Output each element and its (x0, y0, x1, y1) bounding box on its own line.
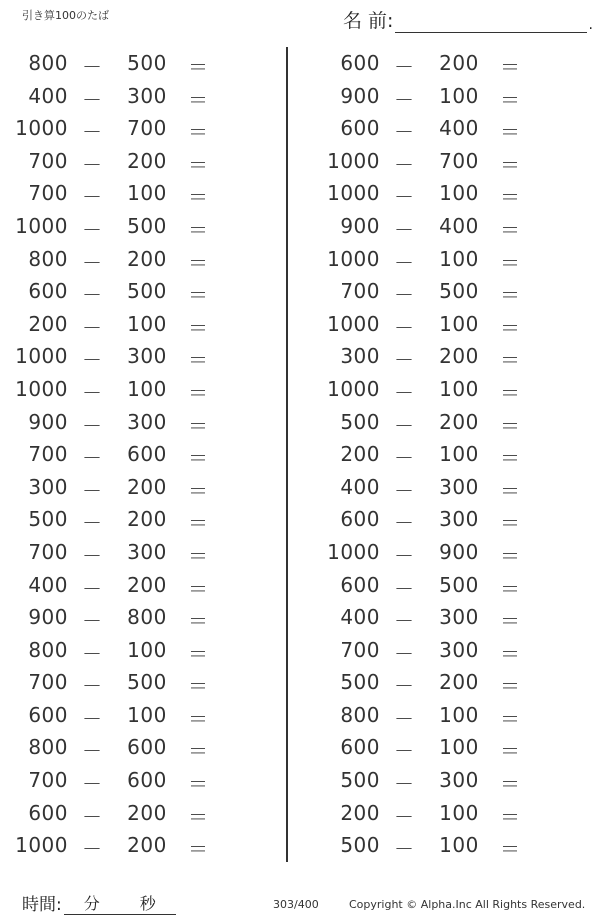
problem-row (322, 373, 592, 406)
subtrahend: 300 (127, 83, 167, 108)
minus-sign: － (82, 478, 103, 503)
subtrahend: 300 (439, 637, 479, 662)
minuend: 1000 (327, 148, 380, 173)
minus-sign: － (394, 380, 415, 405)
equals-sign: ＝ (500, 674, 521, 699)
minus-sign: － (394, 576, 415, 601)
minuend: 1000 (15, 116, 68, 141)
minus-sign: － (82, 217, 103, 242)
problem-row (322, 177, 592, 210)
minuend: 700 (340, 279, 380, 304)
copyright-text: Copyright © Alpha.Inc All Rights Reserved. (349, 898, 586, 911)
page-number: 303/400 (273, 898, 319, 911)
equals-sign: ＝ (188, 511, 209, 536)
minus-sign: － (82, 283, 103, 308)
minuend: 1000 (15, 376, 68, 401)
minuend: 400 (28, 83, 68, 108)
problem-row (10, 308, 280, 341)
minuend: 400 (28, 572, 68, 597)
equals-sign: ＝ (500, 217, 521, 242)
equals-sign: ＝ (188, 576, 209, 601)
equals-sign: ＝ (188, 283, 209, 308)
minuend: 700 (28, 768, 68, 793)
subtrahend: 400 (439, 116, 479, 141)
minus-sign: － (82, 348, 103, 373)
equals-sign: ＝ (500, 315, 521, 340)
name-label: 名 前: (343, 10, 394, 32)
equals-sign: ＝ (500, 641, 521, 666)
equals-sign: ＝ (500, 511, 521, 536)
equals-sign: ＝ (500, 609, 521, 634)
minus-sign: － (394, 804, 415, 829)
subtrahend: 500 (439, 279, 479, 304)
problem-row (10, 243, 280, 276)
problem-row (10, 829, 280, 862)
subtrahend: 100 (439, 246, 479, 271)
equals-sign: ＝ (500, 250, 521, 275)
minuend: 500 (340, 409, 380, 434)
problem-row (322, 503, 592, 536)
minuend: 500 (340, 833, 380, 858)
subtrahend: 600 (127, 442, 167, 467)
minuend: 600 (340, 51, 380, 75)
minuend: 1000 (327, 539, 380, 564)
minuend: 600 (340, 507, 380, 532)
minuend: 600 (28, 800, 68, 825)
minuend: 900 (340, 83, 380, 108)
equals-sign: ＝ (188, 706, 209, 731)
equals-sign: ＝ (188, 478, 209, 503)
minuend: 900 (28, 605, 68, 630)
minus-sign: － (82, 706, 103, 731)
minuend: 200 (28, 311, 68, 336)
problem-row (322, 699, 592, 732)
minus-sign: － (82, 837, 103, 862)
equals-sign: ＝ (188, 152, 209, 177)
equals-sign: ＝ (500, 185, 521, 210)
equals-sign: ＝ (500, 837, 521, 862)
equals-sign: ＝ (188, 413, 209, 438)
subtrahend: 200 (127, 800, 167, 825)
subtrahend: 300 (439, 768, 479, 793)
minuend: 200 (340, 442, 380, 467)
subtrahend: 200 (439, 409, 479, 434)
subtrahend: 500 (439, 572, 479, 597)
equals-sign: ＝ (188, 380, 209, 405)
minus-sign: － (394, 772, 415, 797)
subtrahend: 200 (127, 507, 167, 532)
equals-sign: ＝ (500, 772, 521, 797)
subtrahend: 100 (439, 702, 479, 727)
problem-row (10, 47, 280, 80)
equals-sign: ＝ (500, 55, 521, 79)
problem-row (10, 112, 280, 145)
equals-sign: ＝ (188, 739, 209, 764)
minus-sign: － (82, 609, 103, 634)
minutes-label: 分 (83, 894, 100, 913)
equals-sign: ＝ (500, 283, 521, 308)
minuend: 800 (28, 246, 68, 271)
minus-sign: － (394, 217, 415, 242)
minuend: 700 (28, 148, 68, 173)
subtrahend: 100 (127, 181, 167, 206)
minuend: 700 (28, 670, 68, 695)
minus-sign: － (82, 185, 103, 210)
minus-sign: － (394, 543, 415, 568)
equals-sign: ＝ (500, 413, 521, 438)
minus-sign: － (394, 283, 415, 308)
name-input-line[interactable] (395, 12, 587, 33)
minus-sign: － (82, 87, 103, 112)
minuend: 700 (28, 539, 68, 564)
problem-row (322, 601, 592, 634)
problem-row (10, 275, 280, 308)
equals-sign: ＝ (188, 185, 209, 210)
minus-sign: － (82, 543, 103, 568)
problem-row (322, 536, 592, 569)
subtrahend: 100 (439, 800, 479, 825)
minus-sign: － (394, 837, 415, 862)
minus-sign: － (82, 152, 103, 177)
subtrahend: 300 (127, 409, 167, 434)
minus-sign: － (394, 641, 415, 666)
problem-row (10, 731, 280, 764)
minus-sign: － (394, 511, 415, 536)
problem-row (10, 177, 280, 210)
problem-row (10, 438, 280, 471)
minus-sign: － (394, 446, 415, 471)
subtrahend: 500 (127, 51, 167, 75)
problem-row (10, 634, 280, 667)
name-field (343, 6, 593, 33)
subtrahend: 200 (127, 474, 167, 499)
problem-row (10, 340, 280, 373)
equals-sign: ＝ (188, 315, 209, 340)
minuend: 1000 (15, 833, 68, 858)
minus-sign: － (82, 55, 103, 79)
problem-row (322, 47, 592, 80)
minus-sign: － (394, 739, 415, 764)
subtrahend: 300 (439, 507, 479, 532)
minus-sign: － (394, 120, 415, 145)
minus-sign: － (82, 511, 103, 536)
equals-sign: ＝ (188, 120, 209, 145)
subtrahend: 700 (127, 116, 167, 141)
problem-row (322, 340, 592, 373)
time-label: 時間: (22, 895, 62, 915)
minus-sign: － (394, 706, 415, 731)
problem-row (322, 797, 592, 830)
subtrahend: 100 (439, 311, 479, 336)
minuend: 200 (340, 800, 380, 825)
minuend: 1000 (327, 181, 380, 206)
minus-sign: － (82, 446, 103, 471)
minuend: 600 (340, 116, 380, 141)
equals-sign: ＝ (500, 706, 521, 731)
equals-sign: ＝ (188, 250, 209, 275)
equals-sign: ＝ (500, 739, 521, 764)
equals-sign: ＝ (188, 837, 209, 862)
minuend: 500 (340, 670, 380, 695)
equals-sign: ＝ (188, 446, 209, 471)
minuend: 600 (340, 572, 380, 597)
equals-sign: ＝ (500, 152, 521, 177)
equals-sign: ＝ (188, 348, 209, 373)
problem-row (322, 145, 592, 178)
subtrahend: 200 (127, 833, 167, 858)
problem-row (10, 80, 280, 113)
equals-sign: ＝ (188, 804, 209, 829)
minus-sign: － (394, 413, 415, 438)
subtrahend: 800 (127, 605, 167, 630)
minuend: 900 (28, 409, 68, 434)
name-dot: . (588, 17, 593, 33)
problem-row (322, 243, 592, 276)
equals-sign: ＝ (500, 804, 521, 829)
problem-row (322, 438, 592, 471)
minuend: 700 (28, 181, 68, 206)
subtrahend: 500 (127, 279, 167, 304)
subtrahend: 100 (439, 181, 479, 206)
subtrahend: 600 (127, 735, 167, 760)
minuend: 500 (340, 768, 380, 793)
minuend: 800 (28, 637, 68, 662)
minuend: 1000 (327, 246, 380, 271)
subtrahend: 200 (127, 246, 167, 271)
subtrahend: 200 (127, 572, 167, 597)
equals-sign: ＝ (500, 120, 521, 145)
subtrahend: 200 (127, 148, 167, 173)
seconds-label: 秒 (139, 894, 156, 913)
minuend: 1000 (327, 311, 380, 336)
minus-sign: － (394, 87, 415, 112)
minus-sign: － (394, 315, 415, 340)
minuend: 500 (28, 507, 68, 532)
problem-row (10, 699, 280, 732)
equals-sign: ＝ (188, 772, 209, 797)
problem-row (322, 634, 592, 667)
minuend: 600 (28, 702, 68, 727)
minuend: 400 (340, 605, 380, 630)
subtrahend: 300 (127, 344, 167, 369)
subtrahend: 100 (127, 311, 167, 336)
minus-sign: － (82, 315, 103, 340)
subtrahend: 600 (127, 768, 167, 793)
subtrahend: 100 (439, 83, 479, 108)
right-problem-column (322, 47, 592, 862)
minuend: 400 (340, 474, 380, 499)
problem-row (10, 471, 280, 504)
subtrahend: 300 (127, 539, 167, 564)
left-problem-column (10, 47, 280, 862)
equals-sign: ＝ (500, 446, 521, 471)
subtrahend: 500 (127, 670, 167, 695)
minus-sign: － (394, 609, 415, 634)
minuend: 300 (340, 344, 380, 369)
minuend: 600 (28, 279, 68, 304)
minus-sign: － (82, 641, 103, 666)
minus-sign: － (82, 772, 103, 797)
minus-sign: － (394, 55, 415, 79)
worksheet-title: 引き算100のたば (22, 9, 109, 22)
problem-row (322, 210, 592, 243)
subtrahend: 200 (439, 670, 479, 695)
problem-row (10, 373, 280, 406)
subtrahend: 700 (439, 148, 479, 173)
problem-row (10, 503, 280, 536)
problem-row (322, 80, 592, 113)
minus-sign: － (394, 152, 415, 177)
minus-sign: － (82, 674, 103, 699)
problem-row (10, 406, 280, 439)
time-field (22, 890, 176, 915)
minuend: 800 (28, 51, 68, 75)
equals-sign: ＝ (188, 217, 209, 242)
minus-sign: － (82, 413, 103, 438)
minus-sign: － (82, 250, 103, 275)
problem-row (322, 764, 592, 797)
subtrahend: 900 (439, 539, 479, 564)
equals-sign: ＝ (500, 87, 521, 112)
minuend: 900 (340, 213, 380, 238)
subtrahend: 100 (127, 702, 167, 727)
column-divider (286, 47, 288, 862)
minuend: 1000 (327, 376, 380, 401)
problem-row (322, 731, 592, 764)
problem-row (10, 601, 280, 634)
problem-row (322, 406, 592, 439)
equals-sign: ＝ (188, 543, 209, 568)
equals-sign: ＝ (500, 543, 521, 568)
minus-sign: － (82, 739, 103, 764)
problem-row (10, 145, 280, 178)
minuend: 1000 (15, 213, 68, 238)
problem-row (322, 308, 592, 341)
subtrahend: 500 (127, 213, 167, 238)
equals-sign: ＝ (188, 87, 209, 112)
subtrahend: 100 (439, 833, 479, 858)
subtrahend: 200 (439, 51, 479, 75)
problem-row (10, 569, 280, 602)
minuend: 800 (28, 735, 68, 760)
equals-sign: ＝ (500, 576, 521, 601)
subtrahend: 100 (127, 376, 167, 401)
problem-row (322, 569, 592, 602)
problem-row (10, 210, 280, 243)
equals-sign: ＝ (500, 348, 521, 373)
equals-sign: ＝ (188, 55, 209, 79)
minuend: 1000 (15, 344, 68, 369)
equals-sign: ＝ (188, 609, 209, 634)
minus-sign: － (394, 674, 415, 699)
subtrahend: 300 (439, 605, 479, 630)
subtrahend: 100 (439, 376, 479, 401)
minus-sign: － (82, 120, 103, 145)
minuend: 800 (340, 702, 380, 727)
subtrahend: 400 (439, 213, 479, 238)
time-input-line[interactable] (64, 891, 176, 915)
subtrahend: 300 (439, 474, 479, 499)
minus-sign: － (394, 250, 415, 275)
problem-row (322, 829, 592, 862)
subtrahend: 100 (127, 637, 167, 662)
problem-row (10, 764, 280, 797)
minuend: 300 (28, 474, 68, 499)
subtrahend: 100 (439, 735, 479, 760)
equals-sign: ＝ (188, 641, 209, 666)
minus-sign: － (394, 348, 415, 373)
equals-sign: ＝ (188, 674, 209, 699)
problem-row (10, 797, 280, 830)
subtrahend: 200 (439, 344, 479, 369)
minuend: 700 (28, 442, 68, 467)
problem-row (322, 275, 592, 308)
minuend: 700 (340, 637, 380, 662)
minus-sign: － (394, 185, 415, 210)
problem-row (322, 112, 592, 145)
problem-row (10, 666, 280, 699)
minus-sign: － (394, 478, 415, 503)
problem-row (322, 666, 592, 699)
problem-row (10, 536, 280, 569)
minus-sign: － (82, 380, 103, 405)
equals-sign: ＝ (500, 380, 521, 405)
subtrahend: 100 (439, 442, 479, 467)
problem-row (322, 471, 592, 504)
minus-sign: － (82, 576, 103, 601)
minus-sign: － (82, 804, 103, 829)
equals-sign: ＝ (500, 478, 521, 503)
minuend: 600 (340, 735, 380, 760)
